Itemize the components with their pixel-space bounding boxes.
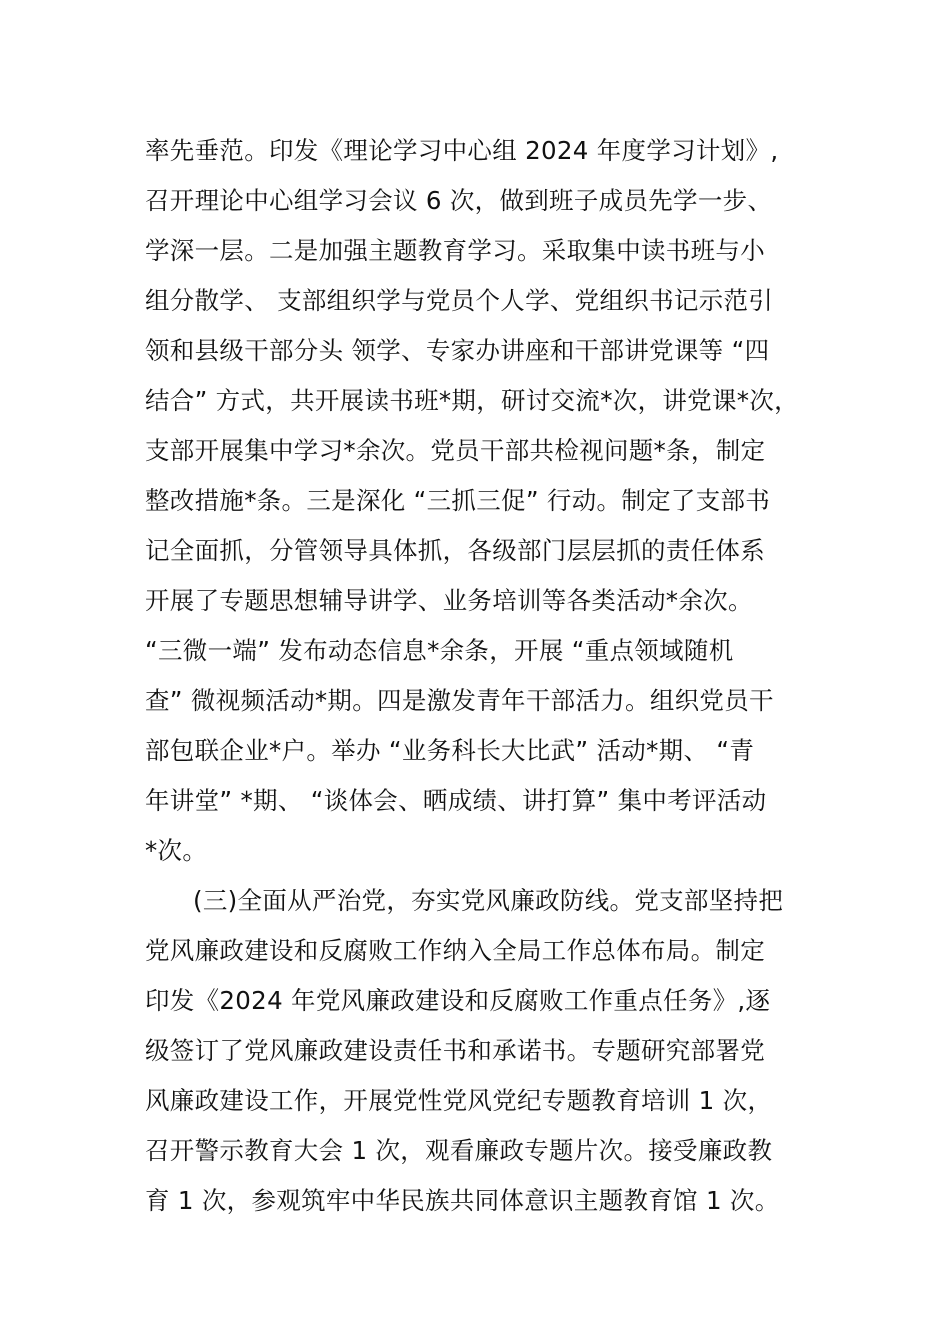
text-line: 记全面抓，分管领导具体抓，各级部门层层抓的责任体系	[145, 536, 765, 565]
text-line: 党风廉政建设和反腐败工作纳入全局工作总体布局。制定	[145, 936, 765, 965]
text-line: 部包联企业*户。举办 “业务科长大比武” 活动*期、 “青	[145, 736, 755, 765]
text-line: 率先垂范。印发《理论学习中心组 2024 年度学习计划》,	[145, 136, 779, 165]
text-line: 级签订了党风廉政建设责任书和承诺书。专题研究部署党	[145, 1036, 765, 1065]
text-line: *次。	[145, 836, 208, 865]
text-line: 支部开展集中学习*余次。党员干部共检视问题*条，制定	[145, 436, 766, 465]
text-line: 组分散学、 支部组织学与党员个人学、党组织书记示范引	[145, 286, 774, 315]
text-line: 领和县级干部分头 领学、专家办讲座和干部讲党课等 “四	[145, 336, 770, 365]
text-line: 年讲堂” *期、 “谈体会、晒成绩、讲打算” 集中考评活动	[145, 786, 767, 815]
section-heading-line: (三)全面从严治党，夯实党风廉政防线。党支部坚持把	[193, 886, 784, 915]
text-line: 育 1 次，参观筑牢中华民族共同体意识主题教育馆 1 次。	[145, 1186, 780, 1215]
body-text	[145, 126, 835, 1226]
text-line: 学深一层。二是加强主题教育学习。采取集中读书班与小	[145, 236, 765, 265]
text-line: 召开理论中心组学习会议 6 次，做到班子成员先学一步、	[145, 186, 773, 215]
text-line: 结合” 方式，共开展读书班*期，研讨交流*次，讲党课*次，	[145, 386, 799, 415]
text-line: 查” 微视频活动*期。四是激发青年干部活力。组织党员干	[145, 686, 774, 715]
text-line: 整改措施*条。三是深化 “三抓三促” 行动。制定了支部书	[145, 486, 771, 515]
text-line: 开展了专题思想辅导讲学、业务培训等各类活动*余次。	[145, 586, 753, 615]
text-line: 召开警示教育大会 1 次，观看廉政专题片次。接受廉政教	[145, 1136, 773, 1165]
text-line: 风廉政建设工作，开展党性党风党纪专题教育培训 1 次，	[145, 1086, 773, 1115]
text-line: 印发《2024 年党风廉政建设和反腐败工作重点任务》,逐	[145, 986, 771, 1015]
text-line: “三微一端” 发布动态信息*余条，开展 “重点领域随机	[145, 636, 734, 665]
